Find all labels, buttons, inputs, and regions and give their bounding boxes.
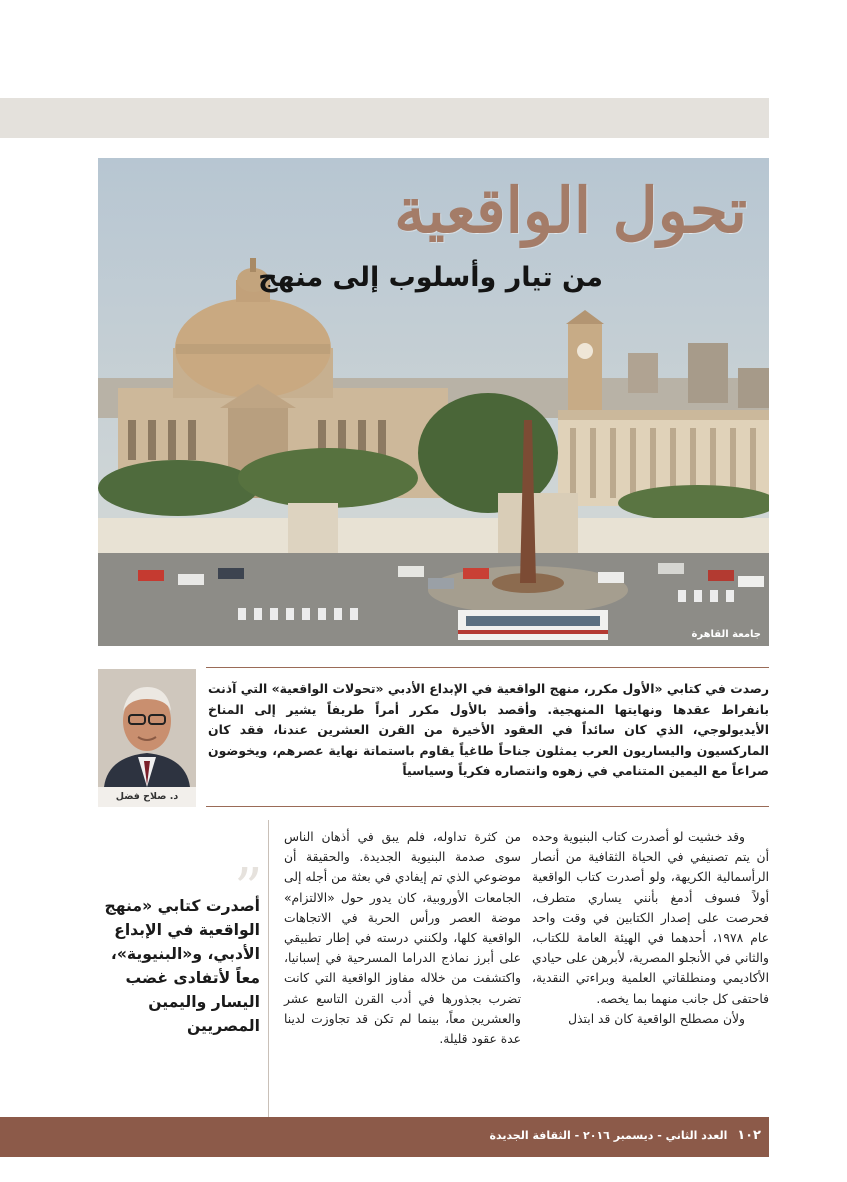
header-band [0,98,769,138]
intro-rule-bottom [206,806,769,807]
pull-quote: أصدرت كتابي «منهج الواقعية في الإبداع الأدبي، و«البنيوية»، معاً لأتفادى غضب اليسار واليمين المصريين [104,897,260,1035]
footer [489,1128,761,1143]
author-name: د. صلاح فضل [98,787,196,807]
body-paragraph: ولأن مصطلح الواقعية كان قد ابتذل [568,1011,745,1026]
quote-mark-icon: ” [234,857,263,922]
column-divider [268,820,269,1120]
author-photo [98,669,196,787]
intro-rule-top [206,667,769,668]
body-column-right [532,827,769,1029]
author-portrait-icon [98,669,196,787]
photo-caption: جامعة القاهرة [691,629,761,640]
author-box [98,669,196,807]
page-number: ١٠٢ [737,1128,761,1143]
magazine-name: الثقافة الجديدة [489,1129,571,1142]
body-column-middle [284,827,521,1049]
article-title: تحول الواقعية [394,174,747,247]
article-subtitle: من تيار وأسلوب إلى منهج [258,262,603,293]
body-paragraph: وقد خشيت لو أصدرت كتاب البنيوية وحده أن يتم تصنيفي في الحياة الثقافية من أنصار الرأسمالية الكريهة، ولو أصدرت كتاب الواقعية أولاً فسوف أدمغ بأنني يساري متطرف، فحرصت على إصدار الكتابين في وقت واحد عام ١٩٧٨، أحدهما في الهيئة العامة للكتاب، والثاني في الأنجلو المصرية، لأبرهن على حيادي الأكاديمي ومنطلقاتي العلمية وبراءتي النقدية، فاحتفى كل جانب منهما بما يخصه. [532,830,769,1006]
cairo-university-photo [98,158,769,646]
body-paragraph: من كثرة تداوله، فلم يبق في أذهان الناس سوى صدمة البنيوية الجديدة. والحقيقة أن موضوعي الذي تم إيفادي في بعثة من أجله إلى الجامعات الأوروبية، كان يدور حول «الالتزام» موضة العصر ورأس الحربة في الاتجاهات الواقعية كلها، ولكنني درسته في إطار تطبيقي على أبرز نماذج الدراما المسرحية في إسبانيا، واكتشفت من خلاله مفاوز الواقعية التي كانت تضرب بجذورها في أدب القرن التاسع عشر والعشرين معاً، بينما لم تكن قد تجاوزت لدينا عدة عقود قليلة. [284,830,521,1047]
intro-paragraph: رصدت في كتابي «الأول مكرر، منهج الواقعية في الإبداع الأدبي «تحولات الواقعية» التي آذنت بانفراط عقدها ونهايتها المنهجية. وأقصد بالأول مكرر أمراً طريفاً يشير إلى المناخ الأيديولوجي، الذي كان سائداً في العقود الأخيرة من القرن العشرين عندنا، فقد كان الماركسيون واليساريون العرب يمثلون جناحاً طاغياً يقاوم باستماتة نهاية عصرهم، ويخوضون صراعاً مع اليمين المتنامي في زهوه وانتصاره فكرياً وسياسياً [208,681,769,778]
issue-label: العدد الثاني - ديسمبر ٢٠١٦ - [574,1129,728,1142]
